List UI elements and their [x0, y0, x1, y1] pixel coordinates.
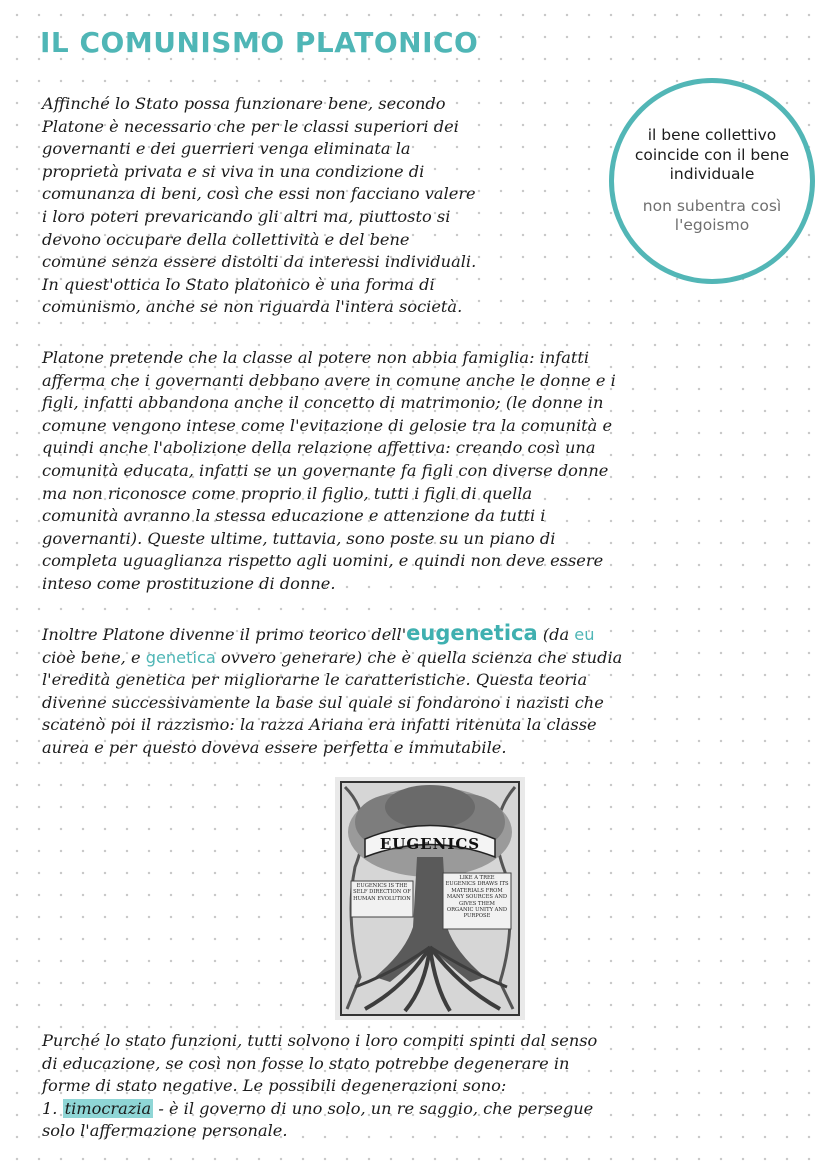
callout-main-text: il bene collettivo coincide con il bene individuale — [634, 126, 790, 184]
eugenics-poster-image — [335, 777, 525, 1020]
eu-term: eu — [574, 625, 595, 644]
callout-circle — [609, 78, 815, 284]
page-title: IL COMUNISMO PLATONICO — [40, 26, 479, 59]
paragraph-famiglia: Platone pretende che la classe al potere non abbia famiglia: infatti afferma che i governanti debbano avere in comune anche le donne e i figli, infatti abbandona anche il concetto di matrimonio; (le donne in comune vengono intese come l'evitazione di gelosie tra la comunità e quindi anche l'abolizione della relazione affettiva: creando così una comunità educata, infatti se un governante fa figli con diverse donne ma non riconosce come proprio il figlio, tutti i figli di quella comunità avranno la stessa educazione e attenzione da tutti i governanti). Queste ultime, tuttavia, sono poste su un piano di completa uguaglianza rispetto agli uomini, e quindi non deve essere inteso come prostituzione di donne. — [42, 348, 616, 593]
eugenetica-term: eugenetica — [406, 621, 538, 645]
genetica-term: genetica — [145, 647, 216, 667]
poster-banner-text: EUGENICS — [379, 835, 481, 853]
poster-right-caption: LIKE A TREE EUGENICS DRAWS ITS MATERIALS FROM MANY SOURCES AND GIVES THEM ORGANIC UNITY AND PURPOSE — [445, 875, 509, 920]
eugenetica-text-2: (da — [537, 625, 575, 644]
paragraph-degenerazioni — [42, 1030, 792, 1143]
paragraph-eugenetica — [42, 622, 792, 760]
eugenetica-text-3: cioè bene, e — [42, 647, 141, 667]
poster-left-caption: EUGENICS IS THE SELF DIRECTION OF HUMAN EVOLUTION — [353, 883, 411, 902]
eugenetica-text-4: ovvero generare) che è quella scienza che studia l'eredità genetica per migliorarne le caratteristiche. Questa teoria divenne successivamente la base sul quale si fondarono i nazisti che scatenò poi il razzismo: la razza Ariana era infatti ritenuta la classe aurea e per questo doveva essere perfetta e immutabile. — [42, 647, 623, 757]
degenerazioni-rest: - è il governo di uno solo, un re saggio, che persegue solo l'affermazione personale. — [42, 1098, 594, 1141]
timocrazia-term: timocrazia — [64, 1098, 152, 1118]
eugenetica-text-1: Inoltre Platone divenne il primo teorico dell' — [42, 625, 407, 644]
paragraph-stato-comunismo: Affinché lo Stato possa funzionare bene, secondo Platone è necessario che per le classi superiori dei governanti e dei guerrieri venga eliminata la proprietà privata e si viva in una condizione di comunanza di beni, così che essi non facciano valere i loro poteri prevaricando gli altri ma, piuttosto si devono occupare della collettività e del bene comune senza essere distolti da interessi individuali. In quest'ottica lo Stato platonico è una forma di comunismo, anche se non riguarda l'intera società. — [42, 94, 477, 317]
eugenics-poster-illustration — [335, 777, 525, 1020]
callout-sub-text: non subentra così l'egoismo — [642, 196, 782, 235]
degenerazioni-intro: Purché lo stato funzioni, tutti solvono i loro compiti spinti dal senso di educazione, se così non fosse lo stato potrebbe degenerare in forme di stato negative. Le possibili degenerazioni sono: 1. — [42, 1031, 598, 1118]
